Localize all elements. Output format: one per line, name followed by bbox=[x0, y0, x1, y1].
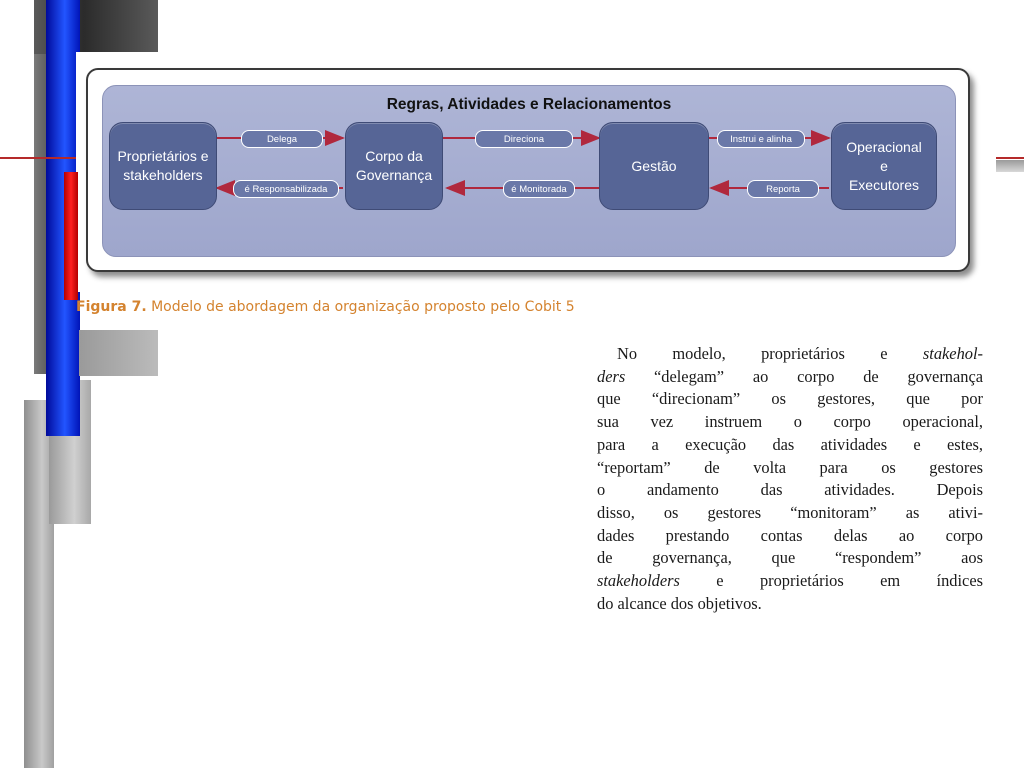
node-operations: Operacional e Executores bbox=[831, 122, 937, 210]
body-paragraph bbox=[597, 343, 983, 615]
label-direciona: Direciona bbox=[475, 130, 573, 148]
label-monitorada: é Monitorada bbox=[503, 180, 575, 198]
paragraph-line: ders “delegam” ao corpo de governança bbox=[597, 366, 983, 386]
figure-caption bbox=[76, 299, 575, 315]
figure-caption-number: Figura 7. bbox=[76, 299, 147, 315]
paragraph-line: o andamento das atividades. Depois bbox=[597, 480, 983, 500]
diagram-frame bbox=[86, 68, 970, 272]
label-reporta: Reporta bbox=[747, 180, 819, 198]
paragraph-line: stakeholders e proprietários em índices bbox=[597, 571, 983, 591]
node-management: Gestão bbox=[599, 122, 709, 210]
decorative-red-line bbox=[0, 157, 80, 159]
figure bbox=[76, 52, 996, 292]
paragraph-line: disso, os gestores “monitoram” as ativi- bbox=[597, 502, 983, 522]
figure-caption-text: Modelo de abordagem da organização proposto pelo Cobit 5 bbox=[146, 299, 575, 315]
paragraph-line: de governança, que “respondem” aos bbox=[597, 548, 983, 568]
paragraph-line: “reportam” de volta para os gestores bbox=[597, 457, 983, 477]
paragraph-line: do alcance dos objetivos. bbox=[597, 593, 762, 613]
label-instrui: Instrui e alinha bbox=[717, 130, 805, 148]
label-delega: Delega bbox=[241, 130, 323, 148]
label-responsabilizada: é Responsabilizada bbox=[233, 180, 339, 198]
node-owners: Proprietários e stakeholders bbox=[109, 122, 217, 210]
paragraph-line: dades prestando contas delas ao corpo bbox=[597, 525, 983, 545]
paragraph-line: para a execução das atividades e estes, bbox=[597, 434, 983, 454]
decorative-red-bar bbox=[64, 172, 78, 300]
diagram-arrows bbox=[103, 86, 955, 256]
paragraph-line: No modelo, proprietários e stakehol- bbox=[617, 344, 983, 363]
node-governance: Corpo da Governança bbox=[345, 122, 443, 210]
paragraph-line: que “direcionam” os gestores, que por bbox=[597, 389, 983, 409]
diagram-background bbox=[102, 85, 956, 257]
paragraph-line: sua vez instruem o corpo operacional, bbox=[597, 412, 983, 432]
diagram-title: Regras, Atividades e Relacionamentos bbox=[386, 96, 672, 113]
decorative-bar bbox=[79, 330, 158, 376]
